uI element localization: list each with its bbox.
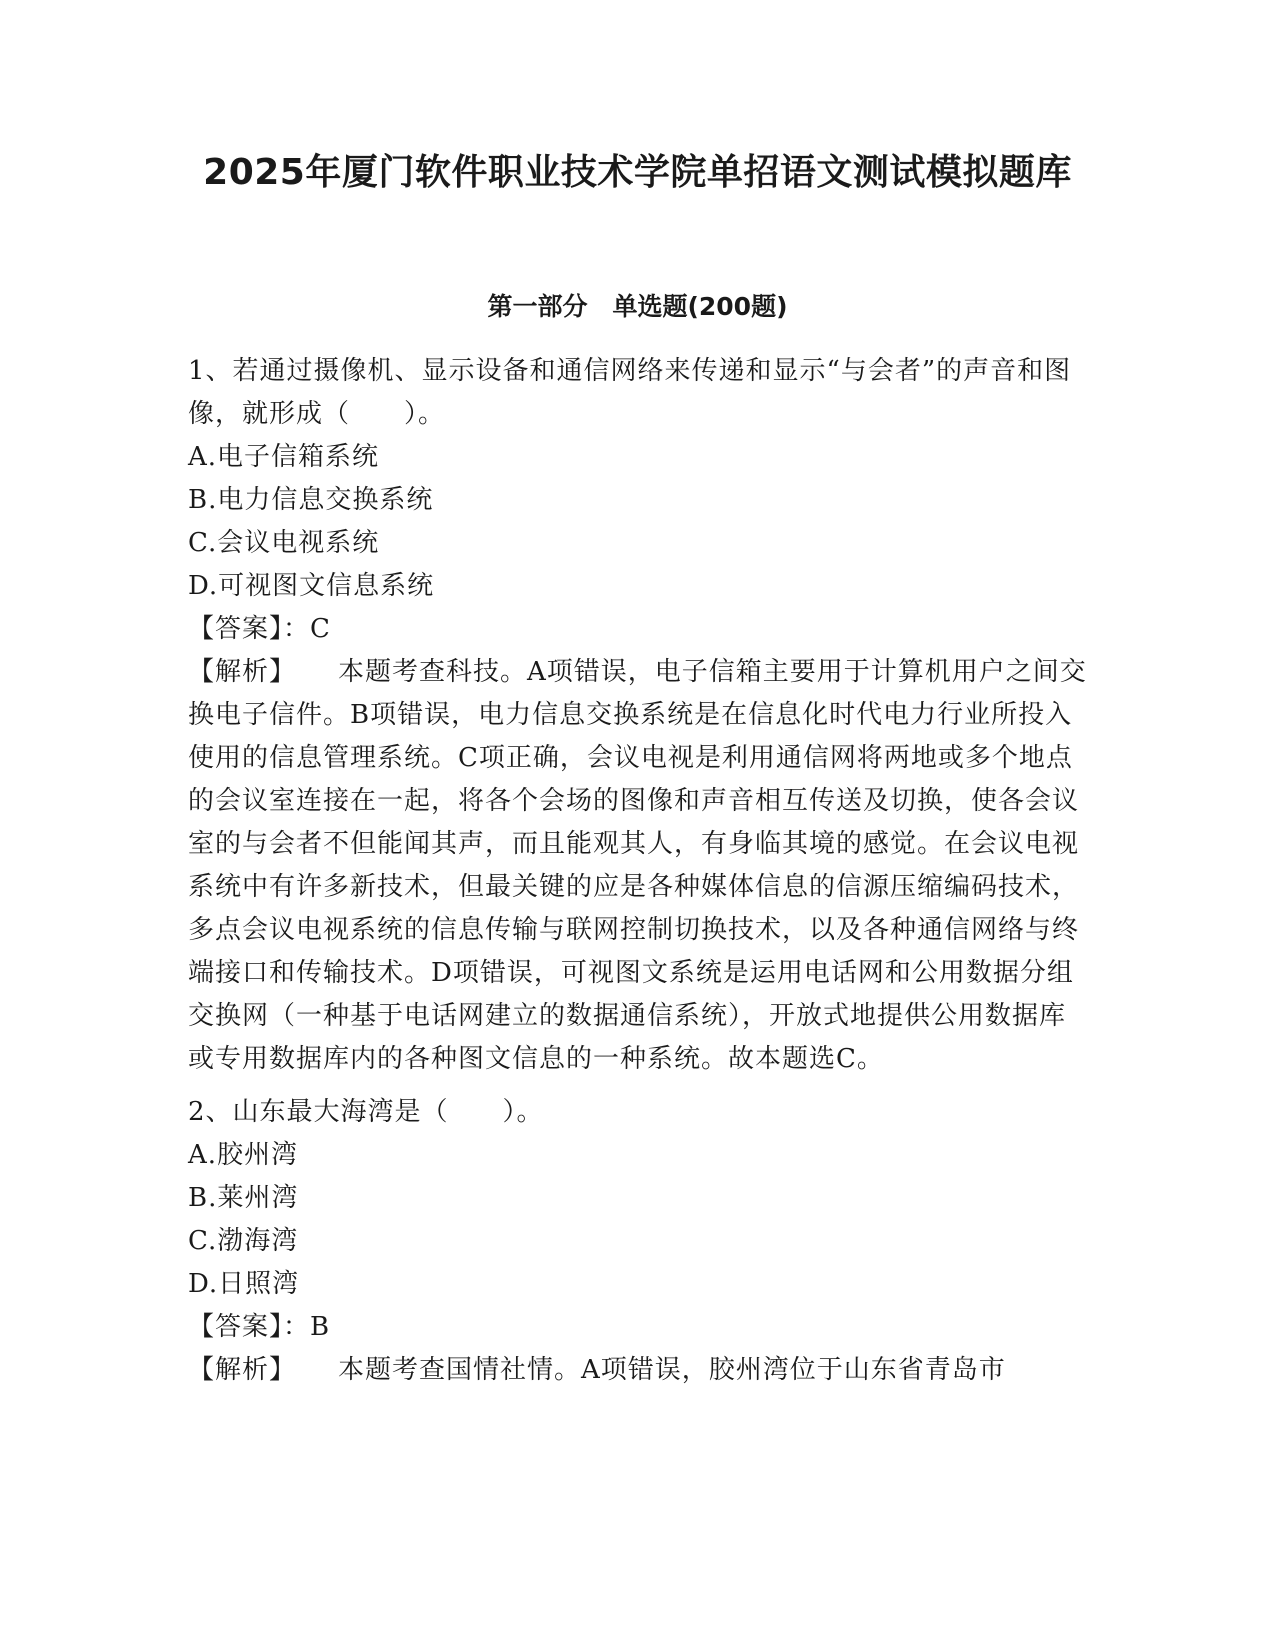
- analysis-paragraph: [188, 651, 1088, 1081]
- question-stem: 2、山东最大海湾是（ ）。: [188, 1097, 544, 1127]
- option-c: C.渤海湾: [188, 1226, 299, 1256]
- analysis-text: 本题考查科技。A项错误，电子信箱主要用于计算机用户之间交换电子信件。B项错误，电力信息交换系统是在信息化时代电力行业所投入使用的信息管理系统。C项正确，会议电视是利用通信网将两地或多个地点的会议室连接在一起，将各个会场的图像和声音相互传送及切换，使各会议室的与会者不但能闻其声，而且能观其人，有身临其境的感觉。在会议电视系统中有许多新技术，但最关键的应是各种媒体信息的信源压缩编码技术，多点会议电视系统的信息传输与联网控制切换技术，以及各种通信网络与终端接口和传输技术。D项错误，可视图文系统是运用电话网和公用数据分组交换网（一种基于电话网建立的数据通信系统），开放式地提供公用数据库或专用数据库内的各种图文信息的一种系统。故本题选C。: [188, 657, 1087, 1074]
- option-b: B.电力信息交换系统: [188, 485, 434, 515]
- answer-label: 【答案】：: [188, 1312, 311, 1342]
- answer-line: [188, 1306, 1088, 1349]
- analysis-label: 【解析】: [188, 1355, 297, 1385]
- question-2: [188, 1091, 1088, 1392]
- option-a: A.电子信箱系统: [188, 442, 380, 472]
- option-b: B.莱州湾: [188, 1183, 299, 1213]
- question-1: [188, 350, 1088, 1081]
- analysis-paragraph: [188, 1349, 1088, 1392]
- question-stem: 1、若通过摄像机、显示设备和通信网络来传递和显示“与会者”的声音和图像，就形成（ ）。: [188, 356, 1072, 429]
- answer-line: [188, 608, 1088, 651]
- analysis-label: 【解析】: [188, 657, 297, 687]
- answer-label: 【答案】：: [188, 614, 311, 644]
- analysis-text: 本题考查国情社情。A项错误，胶州湾位于山东省青岛市: [338, 1355, 1006, 1385]
- document-title: 2025年厦门软件职业技术学院单招语文测试模拟题库: [203, 152, 1072, 193]
- option-d: D.可视图文信息系统: [188, 571, 435, 601]
- option-d: D.日照湾: [188, 1269, 300, 1299]
- question-list: [188, 350, 1088, 1402]
- option-a: A.胶州湾: [188, 1140, 299, 1170]
- section-title: 第一部分 单选题(200题): [487, 292, 788, 321]
- option-c: C.会议电视系统: [188, 528, 380, 558]
- answer-value: C: [310, 614, 331, 644]
- answer-value: B: [310, 1312, 331, 1342]
